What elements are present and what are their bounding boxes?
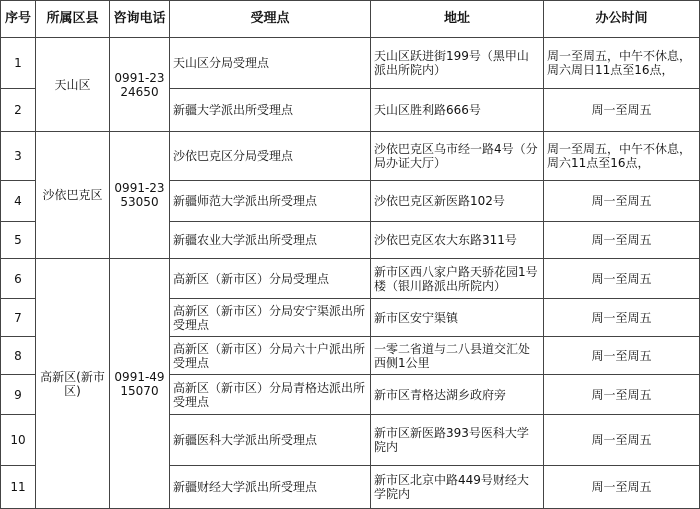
row-no: 5: [1, 222, 36, 259]
office-cell: 高新区（新市区）分局受理点: [170, 259, 371, 299]
address-cell: 新市区青格达湖乡政府旁: [371, 375, 544, 415]
header-address: 地址: [371, 1, 544, 38]
office-cell: 新疆大学派出所受理点: [170, 89, 371, 132]
hours-cell: 周一至周五: [544, 89, 700, 132]
district-cell: 天山区: [36, 38, 110, 132]
hours-cell: 周一至周五: [544, 375, 700, 415]
hours-cell: 周一至周五，中午不休息，周六11点至16点，: [544, 132, 700, 181]
office-cell: 新疆医科大学派出所受理点: [170, 415, 371, 466]
row-no: 9: [1, 375, 36, 415]
row-no: 1: [1, 38, 36, 89]
phone-cell: 0991-2353050: [110, 132, 170, 259]
address-cell: 沙依巴克区新医路102号: [371, 181, 544, 222]
office-cell: 新疆师范大学派出所受理点: [170, 181, 371, 222]
hours-cell: 周一至周五，中午不休息，周六周日11点至16点，: [544, 38, 700, 89]
hours-cell: 周一至周五: [544, 415, 700, 466]
address-cell: 新市区北京中路449号财经大学院内: [371, 466, 544, 509]
office-cell: 高新区（新市区）分局六十户派出所受理点: [170, 337, 371, 375]
hours-cell: 周一至周五: [544, 222, 700, 259]
row-no: 2: [1, 89, 36, 132]
header-hours: 办公时间: [544, 1, 700, 38]
row-no: 4: [1, 181, 36, 222]
office-cell: 新疆财经大学派出所受理点: [170, 466, 371, 509]
address-cell: 天山区跃进街199号（黑甲山派出所院内）: [371, 38, 544, 89]
phone-cell: 0991-2324650: [110, 38, 170, 132]
office-cell: 天山区分局受理点: [170, 38, 371, 89]
row-no: 7: [1, 299, 36, 337]
header-office: 受理点: [170, 1, 371, 38]
table-row: [1, 132, 700, 181]
district-cell: 沙依巴克区: [36, 132, 110, 259]
address-cell: 天山区胜利路666号: [371, 89, 544, 132]
row-no: 3: [1, 132, 36, 181]
office-cell: 沙依巴克区分局受理点: [170, 132, 371, 181]
address-cell: 一零二省道与二八县道交汇处西侧1公里: [371, 337, 544, 375]
office-cell: 高新区（新市区）分局青格达派出所受理点: [170, 375, 371, 415]
hours-cell: 周一至周五: [544, 299, 700, 337]
hours-cell: 周一至周五: [544, 466, 700, 509]
header-no: 序号: [1, 1, 36, 38]
row-no: 8: [1, 337, 36, 375]
address-cell: 沙依巴克区乌市经一路4号（分局办证大厅）: [371, 132, 544, 181]
address-cell: 新市区新医路393号医科大学院内: [371, 415, 544, 466]
row-no: 11: [1, 466, 36, 509]
row-no: 6: [1, 259, 36, 299]
address-cell: 新市区西八家户路天骄花园1号楼（银川路派出所院内）: [371, 259, 544, 299]
office-cell: 高新区（新市区）分局安宁渠派出所受理点: [170, 299, 371, 337]
hours-cell: 周一至周五: [544, 337, 700, 375]
header-row: [1, 1, 700, 38]
hours-cell: 周一至周五: [544, 181, 700, 222]
district-cell: 高新区(新市区): [36, 259, 110, 509]
header-phone: 咨询电话: [110, 1, 170, 38]
table-row: [1, 38, 700, 89]
header-district: 所属区县: [36, 1, 110, 38]
office-cell: 新疆农业大学派出所受理点: [170, 222, 371, 259]
address-cell: 新市区安宁渠镇: [371, 299, 544, 337]
hours-cell: 周一至周五: [544, 259, 700, 299]
phone-cell: 0991-4915070: [110, 259, 170, 509]
row-no: 10: [1, 415, 36, 466]
address-cell: 沙依巴克区农大东路311号: [371, 222, 544, 259]
table-row: [1, 259, 700, 299]
